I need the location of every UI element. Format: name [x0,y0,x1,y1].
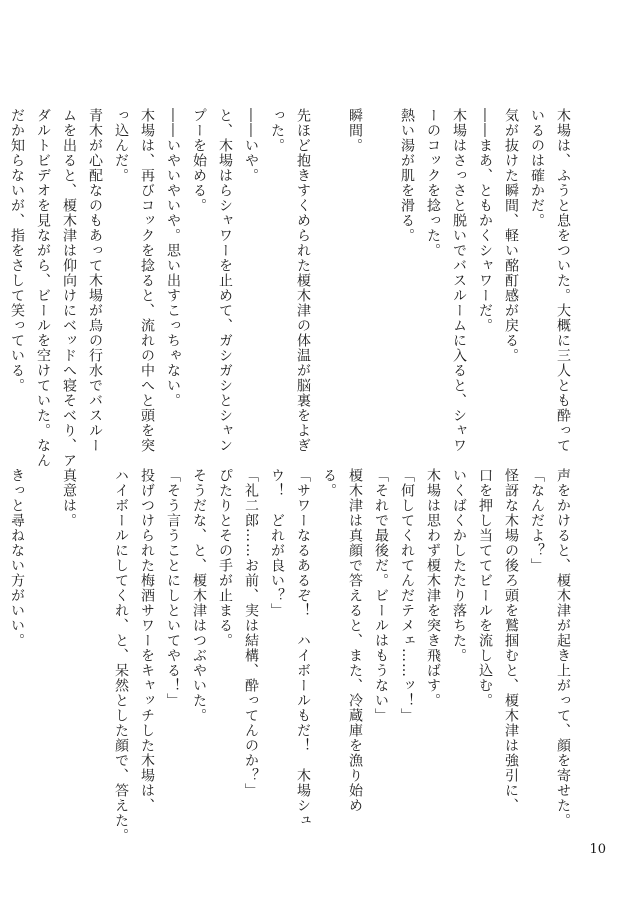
text-line: ――まあ、ともかくシャワーだ。 [477,108,493,333]
text-line: と、木場はらシャワーを止めて、ガシガシとシャン [217,108,233,453]
text-line: 「それで最後だ。ビールはもうない」 [373,468,389,723]
text-line: 榎木津は真顔で答えると、また、冷蔵庫を漁り始め [347,468,363,813]
text-line: 怪訝な木場の後ろ頭を鷲掴むと、榎木津は強引に、 [503,468,519,813]
blank-line [30,468,56,808]
text-line: だか知らないが、指をさして笑っている。 [9,108,25,393]
text-line: いるのは確かだ。 [529,108,545,228]
blank-line [316,108,342,448]
text-line: 瞬間。 [347,108,363,153]
text-line: 木場はさっさと脱いでバスルームに入ると、シャワ [451,108,467,453]
text-line: 青木が心配なのもあって木場が烏の行水でバスルー [87,108,103,453]
text-line: いくばくかしたたり落ちた。 [451,468,467,663]
text-line: ウ！ どれが良い？」 [269,468,285,618]
blank-line [82,468,108,808]
text-line: 「なんだよ？」 [529,468,545,573]
text-line: ハイボールにしてくれ、と、呆然とした顔で、答えた。 [113,468,129,843]
text-line: 熱い湯が肌を滑る。 [399,108,415,243]
text-line: きっと尋ねない方がいい。 [9,468,25,648]
text-line: 「何してくれてんだテメェ……ッ！」 [399,468,415,723]
page-number: 10 [589,842,606,857]
text-line: 声をかけると、榎木津が起き上がって、顔を寄せた。 [555,468,571,828]
text-line: ーのコックを捻った。 [425,108,441,258]
text-line: ――いや。 [243,108,259,183]
text-line: 投げつけられた梅酒サワーをキャッチした木場は、 [139,468,155,813]
text-line: 木場は、ふうと息をついた。大概に三人とも酔って [555,108,571,453]
text-block-top [0,108,576,468]
text-line: 真意は。 [61,468,77,528]
text-line: 口を押し当ててビールを流し込む。 [477,468,493,708]
blank-line [368,108,394,448]
text-line: プーを始める。 [191,108,207,213]
text-line: 「そう言うことにしといてやる！」 [165,468,181,708]
text-line: そうだな、と、榎木津はつぶやいた。 [191,468,207,723]
text-line: 「礼二郎……お前、実は結構、酔ってんのか？」 [243,468,259,798]
text-line [0,108,4,448]
text-line: 木場は、再びコックを捻ると、流れの中へと頭を突 [139,108,155,453]
text-line: 気が抜けた瞬間、軽い酩酊感が戻る。 [503,108,519,363]
text-block-bottom [4,468,576,843]
text-line: 「サワーなるあるぞ！ ハイボールもだ！ 木場シュ [295,468,311,828]
text-line: った。 [269,108,285,153]
text-line: ダルトビデオを見ながら、ビールを空けていた。なん [35,108,51,468]
text-line: 先ほど抱きすくめられた榎木津の体温が脳裏をよぎ [295,108,311,453]
text-line: ――いやいやいや。思い出すこっちゃない。 [165,108,181,408]
text-line: ムを出ると、榎木津は仰向けにベッドへ寝そべり、ア [61,108,77,468]
text-line: る。 [321,468,337,498]
text-line: ぴたりとその手が止まる。 [217,468,233,648]
text-line: っ込んだ。 [113,108,129,183]
text-line: 木場は思わず榎木津を突き飛ばす。 [425,468,441,708]
